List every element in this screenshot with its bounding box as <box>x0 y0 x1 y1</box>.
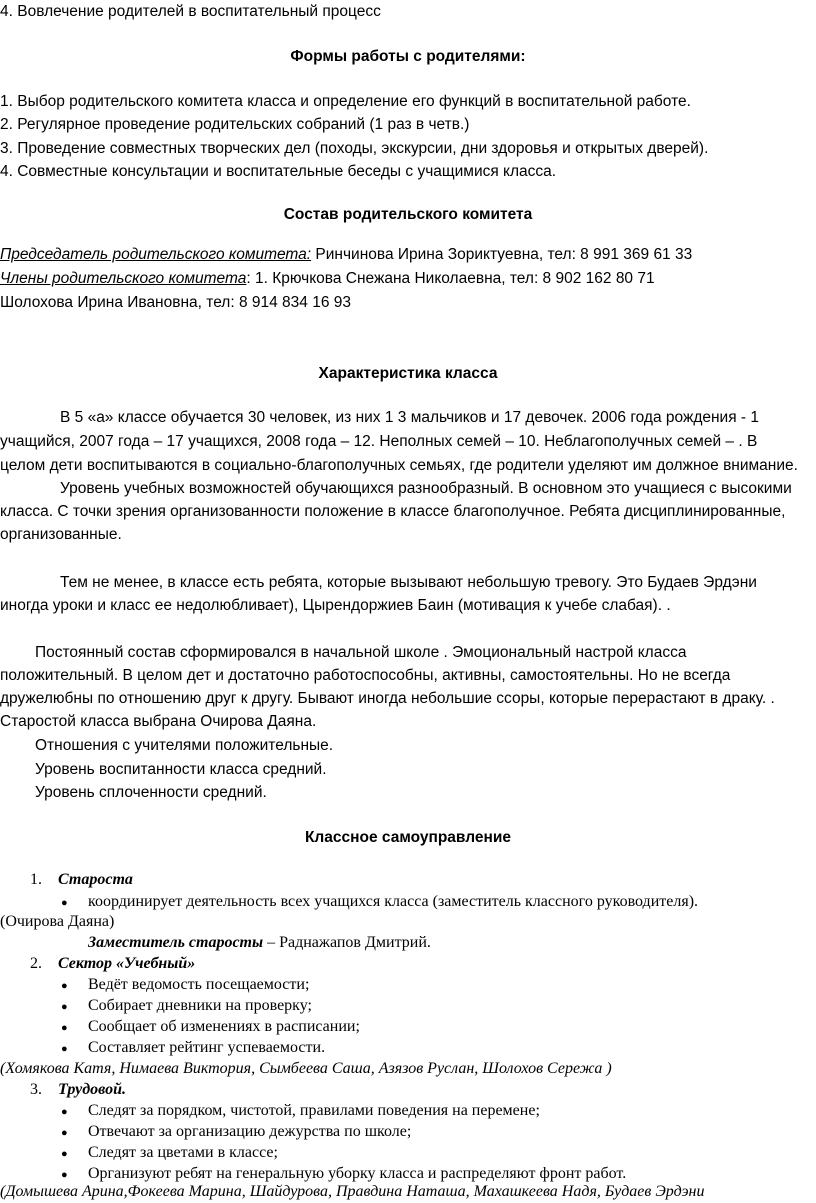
committee-heading: Состав родительского комитета <box>283 206 533 223</box>
bullet-icon: ● <box>61 1043 68 1055</box>
sec2-bullet-1: Ведёт ведомость посещаемости; <box>88 976 310 993</box>
char-line-6: организованные. <box>0 526 122 543</box>
bullet-icon: ● <box>61 1169 68 1181</box>
forms-item-3: 3. Проведение совместных творческих дел (походы, экскурсии, дни здоровья и открытых дверей). <box>0 140 709 157</box>
char-line-11: дружелюбны по отношению друг к другу. Бывают иногда небольшие ссоры, которые перерастают в драку. . <box>0 690 775 707</box>
bullet-icon: ● <box>61 1127 68 1139</box>
sec2-bullet-2: Собирает дневники на проверку; <box>88 997 312 1014</box>
sec1-bullet: координирует деятельность всех учащихся класса (заместитель классного руководителя). <box>88 893 699 910</box>
members-label: Члены родительского комитета <box>0 270 247 287</box>
char-line-8: иногда уроки и класс ее недолюбливает), Цырендоржиев Баин (мотивация к учебе слабая). . <box>0 597 671 614</box>
char-line-1: В 5 «а» классе обучается 30 человек, из них 1 3 мальчиков и 17 девочек. 2006 года рождения - 1 <box>60 409 759 426</box>
sec2-names: (Хомякова Катя, Нимаева Виктория, Сымбеева Саша, Азязов Руслан, Шолохов Сережа ) <box>0 1060 612 1077</box>
members-value: : 1. Крючкова Снежана Николаевна, тел: 8 902 162 80 71 <box>246 270 655 287</box>
sec1-title: Староста <box>58 871 133 888</box>
forms-heading: Формы работы с родителями: <box>290 48 526 65</box>
sec3-number: 3. <box>30 1081 42 1098</box>
sec2-bullet-3: Сообщает об изменениях в расписании; <box>88 1018 360 1035</box>
section-title: 4. Вовлечение родителей в воспитательный процесс <box>0 3 381 20</box>
char-line-10: положительный. В целом дет и достаточно работоспособны, активны, самостоятельны. Но не всегда <box>0 667 731 684</box>
sec3-names: (Домышева Арина,Фокеева Марина, Шайдурова, Правдина Наташа, Махашкеева Надя, Будаев Эрдэни <box>0 1183 705 1200</box>
forms-item-4: 4. Совместные консультации и воспитательные беседы с учащимися класса. <box>0 163 557 180</box>
selfgov-heading: Классное самоуправление <box>304 829 512 846</box>
bullet-icon: ● <box>61 1106 68 1118</box>
char-line-4: Уровень учебных возможностей обучающихся разнообразный. В основном это учащиеся с высокими <box>60 480 792 497</box>
forms-item-2: 2. Регулярное проведение родительских собраний (1 раз в четв.) <box>0 116 470 133</box>
sec3-bullet-4: Организуют ребят на генеральную уборку класса и распределяют фронт работ. <box>88 1165 627 1182</box>
char-line-12: Старостой класса выбрана Очирова Даяна. <box>0 713 317 730</box>
committee-member-2: Шолохова Ирина Ивановна, тел: 8 914 834 16 93 <box>0 294 352 311</box>
char-line-14: Уровень воспитанности класса средний. <box>35 761 327 778</box>
bullet-icon: ● <box>61 897 68 909</box>
deputy-value: – Раднажапов Дмитрий. <box>263 934 431 951</box>
deputy-line <box>88 931 431 954</box>
characteristic-heading: Характеристика класса <box>318 365 498 382</box>
char-line-3: целом дети воспитываются в социально-благополучных семьях, где родители уделяют им должное внимание. <box>0 457 798 474</box>
sec3-title: Трудовой. <box>58 1081 126 1098</box>
bullet-icon: ● <box>61 1022 68 1034</box>
char-line-9: Постоянный состав сформировался в начальной школе . Эмоциональный настрой класса <box>35 644 687 661</box>
forms-item-1: 1. Выбор родительского комитета класса и определение его функций в воспитательной работе. <box>0 93 691 110</box>
char-line-13: Отношения с учителями положительные. <box>35 737 334 754</box>
chair-value: Ринчинова Ирина Зориктуевна, тел: 8 991 369 61 33 <box>311 246 693 263</box>
sec1-name: (Очирова Даяна) <box>0 913 115 930</box>
sec3-bullet-1: Следят за порядком, чистотой, правилами поведения на перемене; <box>88 1102 540 1119</box>
char-line-7: Тем не менее, в классе есть ребята, которые вызывают небольшую тревогу. Это Будаев Эрдэни <box>60 574 757 591</box>
committee-chair-line <box>0 243 692 266</box>
sec2-number: 2. <box>30 955 42 972</box>
sec1-number: 1. <box>30 871 42 888</box>
char-line-5: класса. С точки зрения организованности положение в классе благополучное. Ребята дисциплинированные, <box>0 503 786 520</box>
char-line-15: Уровень сплоченности средний. <box>35 784 267 801</box>
bullet-icon: ● <box>61 980 68 992</box>
bullet-icon: ● <box>61 1001 68 1013</box>
deputy-label: Заместитель старосты <box>88 934 264 951</box>
sec2-title: Сектор «Учебный» <box>58 955 196 972</box>
sec2-bullet-4: Составляет рейтинг успеваемости. <box>88 1039 326 1056</box>
sec3-bullet-3: Следят за цветами в классе; <box>88 1144 278 1161</box>
chair-label: Председатель родительского комитета: <box>0 246 312 263</box>
sec3-bullet-2: Отвечают за организацию дежурства по школе; <box>88 1123 412 1140</box>
committee-members-line <box>0 267 655 290</box>
char-line-2: учащийся, 2007 года – 17 учащихся, 2008 года – 12. Неполных семей – 10. Неблагополучных семей – . В <box>0 433 758 450</box>
bullet-icon: ● <box>61 1148 68 1160</box>
